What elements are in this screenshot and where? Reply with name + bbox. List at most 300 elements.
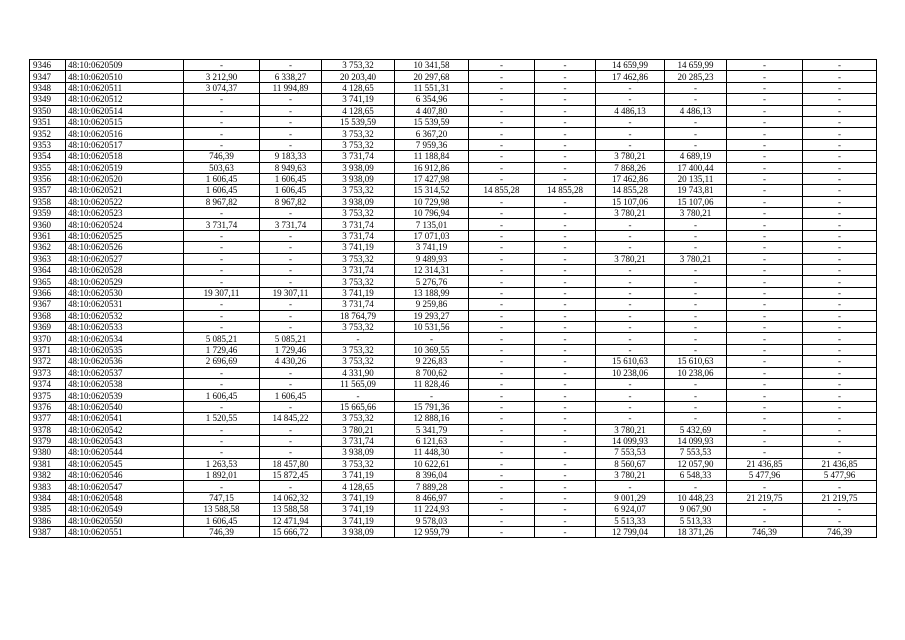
value-cell: - xyxy=(184,481,260,492)
value-cell: 6 354,96 xyxy=(395,94,469,105)
row-number-cell: 9377 xyxy=(30,413,66,424)
value-cell: 3 753,32 xyxy=(322,458,395,469)
value-cell: - xyxy=(727,151,803,162)
cadastral-number-cell: 48:10:0620524 xyxy=(66,219,184,230)
row-number-cell: 9372 xyxy=(30,356,66,367)
value-cell: 3 741,19 xyxy=(322,470,395,481)
value-cell: - xyxy=(596,82,665,93)
value-cell: - xyxy=(469,128,535,139)
value-cell: - xyxy=(184,321,260,332)
row-number-cell: 9350 xyxy=(30,105,66,116)
value-cell: - xyxy=(260,128,322,139)
value-cell: - xyxy=(535,253,596,264)
value-cell: 746,39 xyxy=(803,527,877,538)
value-cell: 15 107,06 xyxy=(665,196,727,207)
value-cell: 3 753,32 xyxy=(322,253,395,264)
value-cell: - xyxy=(535,401,596,412)
value-cell: 9 183,33 xyxy=(260,151,322,162)
value-cell: - xyxy=(469,344,535,355)
row-number-cell: 9363 xyxy=(30,253,66,264)
row-number-cell: 9356 xyxy=(30,173,66,184)
row-number-cell: 9379 xyxy=(30,435,66,446)
value-cell: - xyxy=(535,276,596,287)
value-cell: - xyxy=(803,356,877,367)
cadastral-number-cell: 48:10:0620516 xyxy=(66,128,184,139)
value-cell: - xyxy=(184,116,260,127)
value-cell: 10 622,61 xyxy=(395,458,469,469)
cadastral-number-cell: 48:10:0620528 xyxy=(66,265,184,276)
value-cell: - xyxy=(727,287,803,298)
value-cell: 16 912,86 xyxy=(395,162,469,173)
value-cell: - xyxy=(469,173,535,184)
cadastral-number-cell: 48:10:0620542 xyxy=(66,424,184,435)
value-cell: 8 967,82 xyxy=(184,196,260,207)
value-cell: - xyxy=(727,356,803,367)
value-cell: 3 731,74 xyxy=(322,219,395,230)
value-cell: 15 610,63 xyxy=(665,356,727,367)
table-row xyxy=(30,287,877,298)
value-cell: - xyxy=(727,71,803,82)
value-cell: 3 731,74 xyxy=(322,435,395,446)
value-cell: - xyxy=(535,230,596,241)
table-row xyxy=(30,128,877,139)
value-cell: 14 855,28 xyxy=(596,185,665,196)
cadastral-number-cell: 48:10:0620511 xyxy=(66,82,184,93)
value-cell: - xyxy=(260,481,322,492)
value-cell: - xyxy=(469,515,535,526)
value-cell: 20 285,23 xyxy=(665,71,727,82)
row-number-cell: 9351 xyxy=(30,116,66,127)
value-cell: - xyxy=(665,116,727,127)
table-row xyxy=(30,82,877,93)
value-cell: 4 128,65 xyxy=(322,481,395,492)
cadastral-number-cell: 48:10:0620543 xyxy=(66,435,184,446)
table-row xyxy=(30,390,877,401)
table-row xyxy=(30,435,877,446)
value-cell: 1 263,53 xyxy=(184,458,260,469)
value-cell: 10 796,94 xyxy=(395,208,469,219)
row-number-cell: 9361 xyxy=(30,230,66,241)
value-cell: - xyxy=(184,276,260,287)
value-cell: 21 436,85 xyxy=(727,458,803,469)
value-cell: 11 551,31 xyxy=(395,82,469,93)
value-cell: - xyxy=(727,105,803,116)
value-cell: - xyxy=(535,356,596,367)
value-cell: - xyxy=(727,390,803,401)
value-cell: - xyxy=(535,378,596,389)
value-cell: - xyxy=(469,162,535,173)
value-cell: - xyxy=(727,413,803,424)
value-cell: - xyxy=(535,105,596,116)
value-cell: 12 888,16 xyxy=(395,413,469,424)
value-cell: - xyxy=(596,333,665,344)
table-row xyxy=(30,60,877,71)
value-cell: - xyxy=(535,60,596,71)
value-cell: 18 457,80 xyxy=(260,458,322,469)
value-cell: 5 085,21 xyxy=(184,333,260,344)
value-cell: - xyxy=(803,105,877,116)
value-cell: - xyxy=(727,82,803,93)
value-cell: - xyxy=(260,242,322,253)
value-cell: - xyxy=(727,219,803,230)
table-row xyxy=(30,196,877,207)
table-row xyxy=(30,344,877,355)
value-cell: 3 741,19 xyxy=(322,287,395,298)
row-number-cell: 9349 xyxy=(30,94,66,105)
value-cell: 1 606,45 xyxy=(184,185,260,196)
value-cell: 1 729,46 xyxy=(260,344,322,355)
value-cell: 3 753,32 xyxy=(322,60,395,71)
value-cell: 1 606,45 xyxy=(260,185,322,196)
value-cell: 20 297,68 xyxy=(395,71,469,82)
value-cell: 13 588,58 xyxy=(184,504,260,515)
value-cell: 14 099,93 xyxy=(665,435,727,446)
value-cell: 4 486,13 xyxy=(596,105,665,116)
value-cell: - xyxy=(184,310,260,321)
value-cell: - xyxy=(803,128,877,139)
value-cell: - xyxy=(803,344,877,355)
value-cell: - xyxy=(469,105,535,116)
row-number-cell: 9360 xyxy=(30,219,66,230)
value-cell: - xyxy=(596,265,665,276)
value-cell: - xyxy=(665,82,727,93)
value-cell: - xyxy=(803,253,877,264)
value-cell: 1 606,45 xyxy=(184,390,260,401)
value-cell: 1 606,45 xyxy=(260,390,322,401)
value-cell: 17 462,86 xyxy=(596,71,665,82)
cadastral-number-cell: 48:10:0620541 xyxy=(66,413,184,424)
value-cell: 15 791,36 xyxy=(395,401,469,412)
row-number-cell: 9384 xyxy=(30,492,66,503)
value-cell: 6 121,63 xyxy=(395,435,469,446)
value-cell: - xyxy=(727,116,803,127)
value-cell: 7 135,01 xyxy=(395,219,469,230)
value-cell: 7 889,28 xyxy=(395,481,469,492)
row-number-cell: 9367 xyxy=(30,299,66,310)
value-cell: 10 448,23 xyxy=(665,492,727,503)
table-row xyxy=(30,265,877,276)
value-cell: - xyxy=(535,116,596,127)
value-cell: - xyxy=(469,378,535,389)
value-cell: - xyxy=(596,230,665,241)
value-cell: - xyxy=(803,390,877,401)
row-number-cell: 9366 xyxy=(30,287,66,298)
value-cell: - xyxy=(803,185,877,196)
table-row xyxy=(30,173,877,184)
value-cell: 3 938,09 xyxy=(322,162,395,173)
cadastral-number-cell: 48:10:0620531 xyxy=(66,299,184,310)
value-cell: - xyxy=(665,265,727,276)
value-cell: - xyxy=(469,287,535,298)
value-cell: 3 753,32 xyxy=(322,356,395,367)
value-cell: 15 610,63 xyxy=(596,356,665,367)
value-cell: 5 513,33 xyxy=(596,515,665,526)
value-cell: - xyxy=(469,390,535,401)
value-cell: 14 659,99 xyxy=(665,60,727,71)
value-cell: - xyxy=(535,208,596,219)
value-cell: 1 520,55 xyxy=(184,413,260,424)
value-cell: - xyxy=(596,401,665,412)
value-cell: - xyxy=(727,481,803,492)
value-cell: - xyxy=(727,401,803,412)
value-cell: 7 553,53 xyxy=(596,447,665,458)
cadastral-number-cell: 48:10:0620514 xyxy=(66,105,184,116)
value-cell: - xyxy=(727,310,803,321)
value-cell: - xyxy=(665,219,727,230)
value-cell: - xyxy=(469,253,535,264)
value-cell: - xyxy=(727,173,803,184)
value-cell: - xyxy=(535,162,596,173)
value-cell: 15 665,66 xyxy=(322,401,395,412)
table-row xyxy=(30,515,877,526)
value-cell: - xyxy=(184,378,260,389)
value-cell: - xyxy=(803,116,877,127)
value-cell: 15 539,59 xyxy=(322,116,395,127)
cadastral-number-cell: 48:10:0620526 xyxy=(66,242,184,253)
value-cell: - xyxy=(260,378,322,389)
row-number-cell: 9381 xyxy=(30,458,66,469)
table-row xyxy=(30,310,877,321)
value-cell: 3 753,32 xyxy=(322,208,395,219)
value-cell: - xyxy=(803,367,877,378)
value-cell: 5 085,21 xyxy=(260,333,322,344)
table-row xyxy=(30,230,877,241)
value-cell: - xyxy=(535,527,596,538)
value-cell: 5 432,69 xyxy=(665,424,727,435)
table-row xyxy=(30,299,877,310)
row-number-cell: 9376 xyxy=(30,401,66,412)
row-number-cell: 9365 xyxy=(30,276,66,287)
row-number-cell: 9382 xyxy=(30,470,66,481)
value-cell: - xyxy=(803,219,877,230)
value-cell: 3 212,90 xyxy=(184,71,260,82)
value-cell: 3 741,19 xyxy=(322,504,395,515)
value-cell: 4 407,80 xyxy=(395,105,469,116)
value-cell: 3 753,32 xyxy=(322,276,395,287)
value-cell: 10 369,55 xyxy=(395,344,469,355)
cadastral-number-cell: 48:10:0620521 xyxy=(66,185,184,196)
value-cell: - xyxy=(803,208,877,219)
value-cell: - xyxy=(803,413,877,424)
value-cell: - xyxy=(322,390,395,401)
value-cell: - xyxy=(803,299,877,310)
value-cell: 12 314,31 xyxy=(395,265,469,276)
cadastral-number-cell: 48:10:0620515 xyxy=(66,116,184,127)
value-cell: 3 938,09 xyxy=(322,527,395,538)
value-cell: 4 430,26 xyxy=(260,356,322,367)
value-cell: - xyxy=(184,424,260,435)
data-table xyxy=(29,59,877,538)
value-cell: - xyxy=(727,208,803,219)
value-cell: - xyxy=(665,378,727,389)
value-cell: 14 659,99 xyxy=(596,60,665,71)
table-row xyxy=(30,333,877,344)
value-cell: - xyxy=(727,435,803,446)
cadastral-number-cell: 48:10:0620529 xyxy=(66,276,184,287)
value-cell: - xyxy=(184,230,260,241)
value-cell: - xyxy=(260,321,322,332)
value-cell: 3 938,09 xyxy=(322,447,395,458)
value-cell: 1 892,01 xyxy=(184,470,260,481)
value-cell: - xyxy=(469,481,535,492)
value-cell: - xyxy=(727,299,803,310)
value-cell: - xyxy=(469,60,535,71)
table-body xyxy=(30,60,877,538)
value-cell: - xyxy=(184,435,260,446)
value-cell: - xyxy=(260,94,322,105)
value-cell: 18 764,79 xyxy=(322,310,395,321)
row-number-cell: 9375 xyxy=(30,390,66,401)
value-cell: 3 731,74 xyxy=(322,299,395,310)
value-cell: - xyxy=(535,94,596,105)
row-number-cell: 9387 xyxy=(30,527,66,538)
value-cell: 3 938,09 xyxy=(322,196,395,207)
value-cell: - xyxy=(184,105,260,116)
value-cell: - xyxy=(727,242,803,253)
value-cell: - xyxy=(260,253,322,264)
value-cell: 7 868,26 xyxy=(596,162,665,173)
value-cell: - xyxy=(727,265,803,276)
value-cell: 14 855,28 xyxy=(535,185,596,196)
value-cell: 12 057,90 xyxy=(665,458,727,469)
value-cell: - xyxy=(596,481,665,492)
value-cell: - xyxy=(260,310,322,321)
value-cell: - xyxy=(469,196,535,207)
value-cell: 5 341,79 xyxy=(395,424,469,435)
value-cell: 1 606,45 xyxy=(184,515,260,526)
table-row xyxy=(30,481,877,492)
row-number-cell: 9358 xyxy=(30,196,66,207)
cadastral-number-cell: 48:10:0620550 xyxy=(66,515,184,526)
value-cell: 20 203,40 xyxy=(322,71,395,82)
value-cell: - xyxy=(727,504,803,515)
value-cell: - xyxy=(469,82,535,93)
row-number-cell: 9353 xyxy=(30,139,66,150)
value-cell: - xyxy=(469,151,535,162)
value-cell: - xyxy=(596,413,665,424)
value-cell: 3 731,74 xyxy=(184,219,260,230)
value-cell: - xyxy=(727,321,803,332)
value-cell: - xyxy=(184,447,260,458)
value-cell: - xyxy=(665,139,727,150)
value-cell: - xyxy=(803,447,877,458)
value-cell: - xyxy=(803,60,877,71)
value-cell: - xyxy=(727,94,803,105)
value-cell: 15 107,06 xyxy=(596,196,665,207)
value-cell: - xyxy=(469,219,535,230)
value-cell: 3 741,19 xyxy=(322,515,395,526)
cadastral-number-cell: 48:10:0620549 xyxy=(66,504,184,515)
cadastral-number-cell: 48:10:0620544 xyxy=(66,447,184,458)
value-cell: - xyxy=(727,128,803,139)
value-cell: 3 731,74 xyxy=(260,219,322,230)
cadastral-number-cell: 48:10:0620518 xyxy=(66,151,184,162)
value-cell: 3 731,74 xyxy=(322,151,395,162)
value-cell: 15 872,45 xyxy=(260,470,322,481)
value-cell: - xyxy=(535,287,596,298)
table-row xyxy=(30,162,877,173)
value-cell: - xyxy=(469,527,535,538)
value-cell: - xyxy=(469,139,535,150)
value-cell: - xyxy=(469,71,535,82)
value-cell: - xyxy=(469,230,535,241)
row-number-cell: 9368 xyxy=(30,310,66,321)
value-cell: 6 548,33 xyxy=(665,470,727,481)
cadastral-number-cell: 48:10:0620540 xyxy=(66,401,184,412)
value-cell: - xyxy=(803,424,877,435)
value-cell: 9 578,03 xyxy=(395,515,469,526)
table-row xyxy=(30,105,877,116)
value-cell: - xyxy=(184,94,260,105)
table-row xyxy=(30,413,877,424)
value-cell: 3 780,21 xyxy=(322,424,395,435)
value-cell: - xyxy=(727,253,803,264)
cadastral-number-cell: 48:10:0620548 xyxy=(66,492,184,503)
value-cell: - xyxy=(260,60,322,71)
row-number-cell: 9357 xyxy=(30,185,66,196)
value-cell: - xyxy=(260,276,322,287)
value-cell: 746,39 xyxy=(184,527,260,538)
value-cell: 19 293,27 xyxy=(395,310,469,321)
value-cell: - xyxy=(727,344,803,355)
value-cell: - xyxy=(535,458,596,469)
value-cell: - xyxy=(596,94,665,105)
value-cell: - xyxy=(184,299,260,310)
value-cell: - xyxy=(535,139,596,150)
value-cell: - xyxy=(469,424,535,435)
table-row xyxy=(30,151,877,162)
value-cell: 11 224,93 xyxy=(395,504,469,515)
value-cell: - xyxy=(803,139,877,150)
value-cell: 12 799,04 xyxy=(596,527,665,538)
value-cell: 19 307,11 xyxy=(184,287,260,298)
value-cell: - xyxy=(596,287,665,298)
value-cell: - xyxy=(535,82,596,93)
value-cell: - xyxy=(469,458,535,469)
value-cell: - xyxy=(596,128,665,139)
value-cell: - xyxy=(803,310,877,321)
value-cell: - xyxy=(535,321,596,332)
cadastral-number-cell: 48:10:0620512 xyxy=(66,94,184,105)
value-cell: - xyxy=(184,401,260,412)
cadastral-number-cell: 48:10:0620532 xyxy=(66,310,184,321)
cadastral-number-cell: 48:10:0620547 xyxy=(66,481,184,492)
value-cell: 3 753,32 xyxy=(322,413,395,424)
value-cell: 10 238,06 xyxy=(596,367,665,378)
value-cell: - xyxy=(469,447,535,458)
value-cell: - xyxy=(535,219,596,230)
value-cell: 3 741,19 xyxy=(322,492,395,503)
table-row xyxy=(30,94,877,105)
value-cell: - xyxy=(469,504,535,515)
value-cell: - xyxy=(803,435,877,446)
value-cell: - xyxy=(260,435,322,446)
value-cell: - xyxy=(665,276,727,287)
value-cell: - xyxy=(184,208,260,219)
cadastral-number-cell: 48:10:0620510 xyxy=(66,71,184,82)
cadastral-number-cell: 48:10:0620522 xyxy=(66,196,184,207)
value-cell: - xyxy=(260,424,322,435)
value-cell: 3 741,19 xyxy=(395,242,469,253)
row-number-cell: 9378 xyxy=(30,424,66,435)
value-cell: - xyxy=(803,504,877,515)
value-cell: 14 099,93 xyxy=(596,435,665,446)
value-cell: - xyxy=(260,208,322,219)
row-number-cell: 9346 xyxy=(30,60,66,71)
value-cell: - xyxy=(469,333,535,344)
table-row xyxy=(30,185,877,196)
value-cell: - xyxy=(727,333,803,344)
